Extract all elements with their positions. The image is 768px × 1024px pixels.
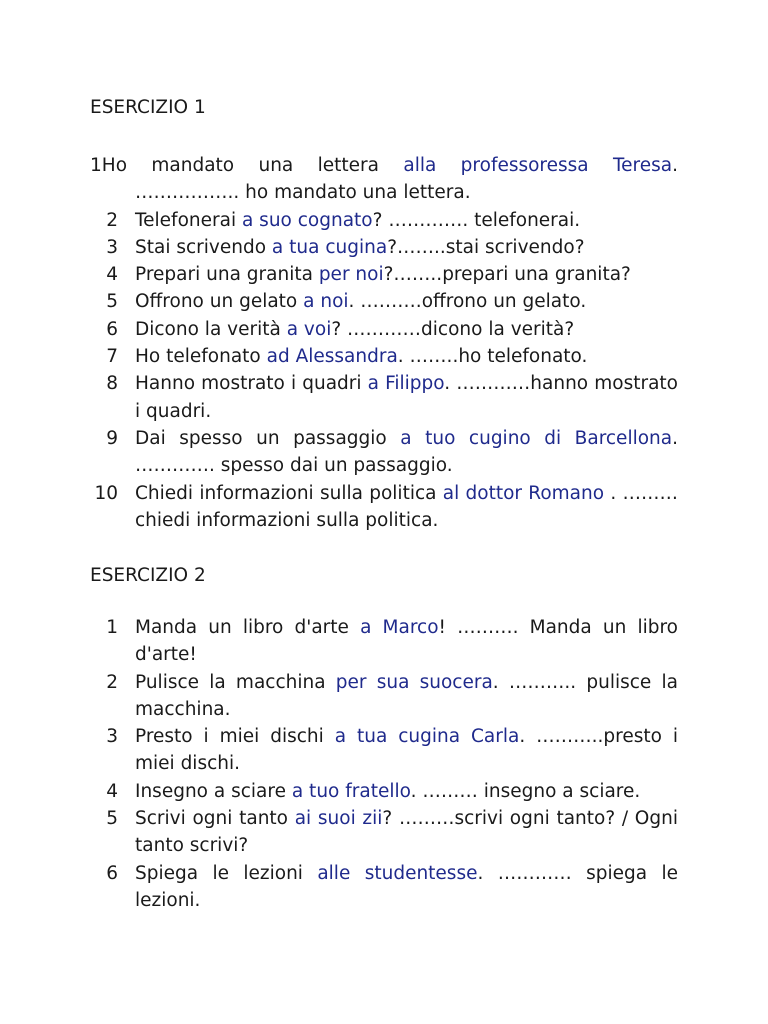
item-text-after: . ……….offrono un gelato. — [348, 291, 587, 313]
item-text-after: . ……..ho telefonato. — [397, 346, 588, 368]
item-text: Manda un libro d'arte — [135, 617, 361, 638]
item-text-after: ? …………dicono la verità? — [331, 318, 575, 340]
item-body — [135, 316, 678, 343]
exercise-2-list — [90, 614, 678, 914]
item-body — [135, 288, 678, 315]
item-text: Offrono un gelato — [135, 291, 304, 313]
item-highlight: al dottor Romano — [442, 482, 605, 504]
item-text-after: ? ………scrivi ogni tanto? / Ogni tanto scrivi? — [135, 808, 678, 857]
exercise-item — [90, 152, 678, 207]
exercise-item — [90, 425, 678, 480]
item-body — [135, 261, 678, 288]
item-highlight: a tuo fratello — [291, 780, 411, 802]
item-number: 3 — [106, 236, 118, 258]
item-number: 8 — [106, 373, 118, 395]
item-text: Insegno a sciare — [135, 780, 292, 802]
item-text-after: . ……….. pulisce la macchina. — [135, 671, 678, 720]
item-highlight: per noi — [318, 264, 384, 286]
item-highlight: per sua suocera — [335, 671, 493, 693]
item-text: Chiedi informazioni sulla politica — [135, 482, 443, 504]
exercise-item — [90, 288, 678, 315]
exercise-1-list — [90, 152, 678, 534]
item-number: 9 — [106, 427, 118, 449]
item-text-after: . ………… spiega le lezioni. — [135, 862, 679, 911]
exercise-item — [90, 370, 678, 425]
item-highlight: a voi — [286, 318, 332, 340]
item-number: 2 — [106, 671, 118, 693]
exercise-item — [90, 778, 678, 805]
item-number: 5 — [106, 808, 118, 830]
item-highlight: a suo cognato — [241, 209, 373, 231]
item-text-after: . …………hanno mostrato i quadri. — [135, 373, 678, 422]
exercise-item — [90, 805, 678, 860]
exercise-item — [90, 614, 678, 669]
exercise-2-title: ESERCIZIO 2 — [90, 565, 206, 586]
item-highlight: alle studentesse — [317, 862, 478, 884]
item-body — [135, 723, 678, 778]
item-highlight: a tuo cugino di Barcellona — [400, 427, 673, 449]
item-number: 2 — [106, 209, 118, 231]
exercise-item — [90, 480, 678, 535]
item-text-after: . ………chiedi informazioni sulla politica. — [135, 482, 678, 531]
item-body — [135, 778, 678, 805]
exercise-item — [90, 860, 678, 915]
item-body — [135, 860, 678, 915]
item-number: 7 — [106, 346, 118, 368]
item-highlight: a Marco — [360, 617, 439, 638]
item-body — [135, 370, 678, 425]
item-highlight: a noi — [303, 291, 349, 313]
item-text-after: . ………..presto i miei dischi. — [135, 726, 678, 775]
item-number: 4 — [106, 264, 118, 286]
item-text-after: ! ………. Manda un libro d'arte! — [135, 617, 678, 666]
item-body — [135, 425, 678, 480]
item-text: Ho telefonato — [135, 346, 267, 368]
item-text: Telefonerai — [135, 209, 242, 231]
item-body — [135, 805, 678, 860]
item-number: 1 — [106, 617, 118, 638]
item-body — [135, 207, 678, 234]
exercise-item — [90, 316, 678, 343]
item-text-after: ? …………. telefonerai. — [372, 209, 581, 231]
exercise-line — [90, 152, 678, 179]
item-text-after: . — [672, 155, 678, 176]
exercise-item — [90, 261, 678, 288]
item-number: 6 — [106, 318, 118, 340]
item-text-after: . …………. spesso dai un passaggio. — [135, 427, 678, 477]
item-text: Dicono la verità — [135, 318, 287, 340]
item-text: Ho mandato una lettera — [101, 155, 404, 176]
item-answer: …………….. ho mandato una lettera. — [135, 182, 471, 204]
item-number: 10 — [94, 482, 118, 504]
exercise-item — [90, 234, 678, 261]
item-text-after: ?……..stai scrivendo? — [387, 236, 585, 258]
item-highlight: ai suoi zii — [294, 808, 383, 830]
item-text: Scrivi ogni tanto — [135, 808, 295, 830]
exercise-item — [90, 343, 678, 370]
item-text: Dai spesso un passaggio — [135, 427, 401, 449]
item-body — [135, 343, 678, 370]
item-text: Pulisce la macchina — [135, 671, 336, 693]
item-body — [135, 669, 678, 724]
item-body — [135, 480, 678, 535]
item-text: Stai scrivendo — [135, 236, 272, 258]
item-number: 1 — [90, 155, 102, 176]
item-highlight: a tua cugina — [271, 236, 388, 258]
item-highlight: a tua cugina Carla — [334, 726, 520, 748]
item-highlight: alla professoressa Teresa — [403, 155, 673, 176]
item-text-after: . ……… insegno a sciare. — [410, 780, 641, 802]
item-number: 4 — [106, 780, 118, 802]
exercise-item — [90, 669, 678, 724]
item-text: Spiega le lezioni — [135, 862, 318, 884]
item-highlight: a Filippo — [367, 373, 445, 395]
exercise-item — [90, 723, 678, 778]
item-text-after: ?……..prepari una granita? — [383, 264, 631, 286]
item-text: Prepari una granita — [135, 264, 319, 286]
item-highlight: ad Alessandra — [266, 346, 398, 368]
item-number: 5 — [106, 291, 118, 313]
exercise-1-title: ESERCIZIO 1 — [90, 97, 206, 118]
item-text: Hanno mostrato i quadri — [135, 373, 368, 395]
item-body — [135, 234, 678, 261]
item-number: 6 — [106, 862, 118, 884]
item-text: Presto i miei dischi — [135, 726, 335, 748]
item-number: 3 — [106, 726, 118, 748]
item-body — [135, 614, 678, 669]
exercise-item — [90, 207, 678, 234]
